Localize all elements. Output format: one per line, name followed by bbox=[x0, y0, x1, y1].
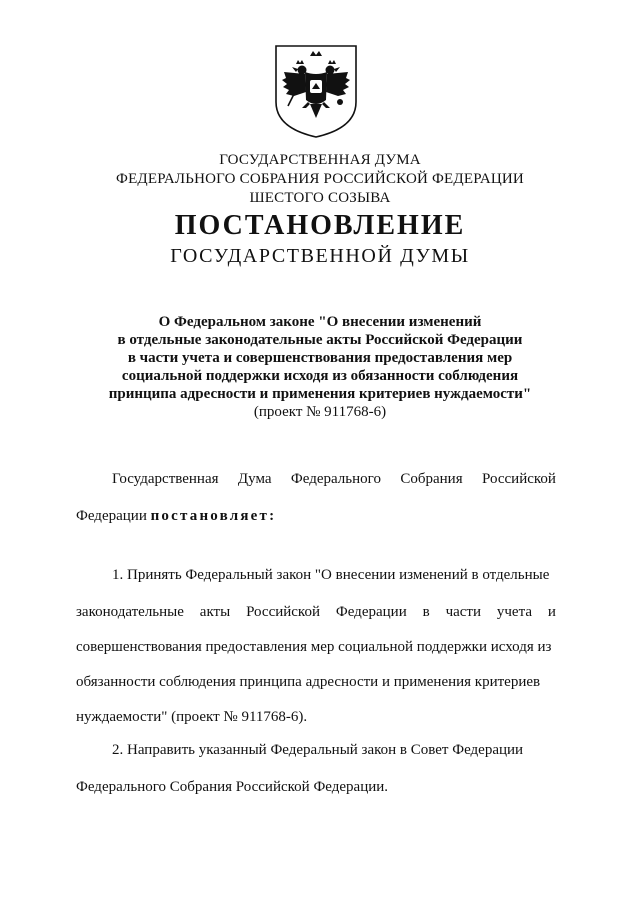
item-1-line-2 bbox=[76, 603, 556, 621]
item-2-line-1: 2. Направить указанный Федеральный закон в Совет Федерации bbox=[112, 742, 524, 758]
item-1-line-3: совершенствования предоставления мер социальной поддержки исходя из bbox=[76, 639, 552, 655]
item-1-word: Федерации bbox=[335, 604, 407, 620]
header-line-3: ШЕСТОГО СОЗЫВА bbox=[249, 190, 391, 206]
document-subject bbox=[0, 313, 640, 421]
preamble-word: Российской bbox=[482, 471, 556, 487]
subject-line-4: социальной поддержки исходя из обязанности соблюдения bbox=[121, 368, 519, 384]
item-1-word: учета bbox=[496, 604, 532, 620]
double-headed-eagle-icon bbox=[272, 42, 360, 140]
item-1-word: Российской bbox=[246, 604, 320, 620]
subject-line-1: О Федеральном законе "О внесении изменений bbox=[158, 314, 482, 330]
document-title: ПОСТАНОВЛЕНИЕ bbox=[174, 210, 466, 241]
preamble-word: Собрания bbox=[400, 471, 463, 487]
item-1-line-4: обязанности соблюдения принципа адресности и применения критериев bbox=[76, 674, 541, 690]
preamble-word: Дума bbox=[237, 471, 272, 487]
header-line-2: ФЕДЕРАЛЬНОГО СОБРАНИЯ РОССИЙСКОЙ ФЕДЕРАЦИИ bbox=[116, 171, 524, 187]
preamble-line-2 bbox=[76, 507, 276, 525]
subject-line-2: в отдельные законодательные акты Российской Федерации bbox=[117, 332, 523, 348]
preamble-word: Федерального bbox=[290, 471, 381, 487]
preamble-prefix: Федерации bbox=[76, 508, 147, 524]
item-1-word: в bbox=[422, 604, 430, 620]
subject-line-3: в части учета и совершенствования предоставления мер bbox=[127, 350, 513, 366]
item-1-word: и bbox=[547, 604, 556, 620]
issuer-header bbox=[0, 151, 640, 208]
item-1-word: законодательные bbox=[76, 604, 184, 620]
item-1-word: части bbox=[445, 604, 482, 620]
preamble-action: постановляет: bbox=[150, 508, 277, 524]
header-line-1: ГОСУДАРСТВЕННАЯ ДУМА bbox=[219, 152, 421, 168]
subject-line-5: принципа адресности и применения критериев нуждаемости" bbox=[108, 386, 532, 402]
item-2-line-2: Федерального Собрания Российской Федерации. bbox=[76, 779, 389, 795]
document-subtitle: ГОСУДАРСТВЕННОЙ ДУМЫ bbox=[170, 245, 470, 267]
project-number: (проект № 911768-6) bbox=[253, 404, 387, 420]
item-1-word: акты bbox=[199, 604, 231, 620]
preamble-line-1 bbox=[112, 470, 556, 488]
preamble-word: Государственная bbox=[112, 471, 219, 487]
item-1-line-5: нуждаемости" (проект № 911768-6). bbox=[76, 709, 308, 725]
item-1-line-1: 1. Принять Федеральный закон "О внесении изменений в отдельные bbox=[112, 567, 550, 583]
coat-of-arms-emblem bbox=[272, 42, 360, 140]
